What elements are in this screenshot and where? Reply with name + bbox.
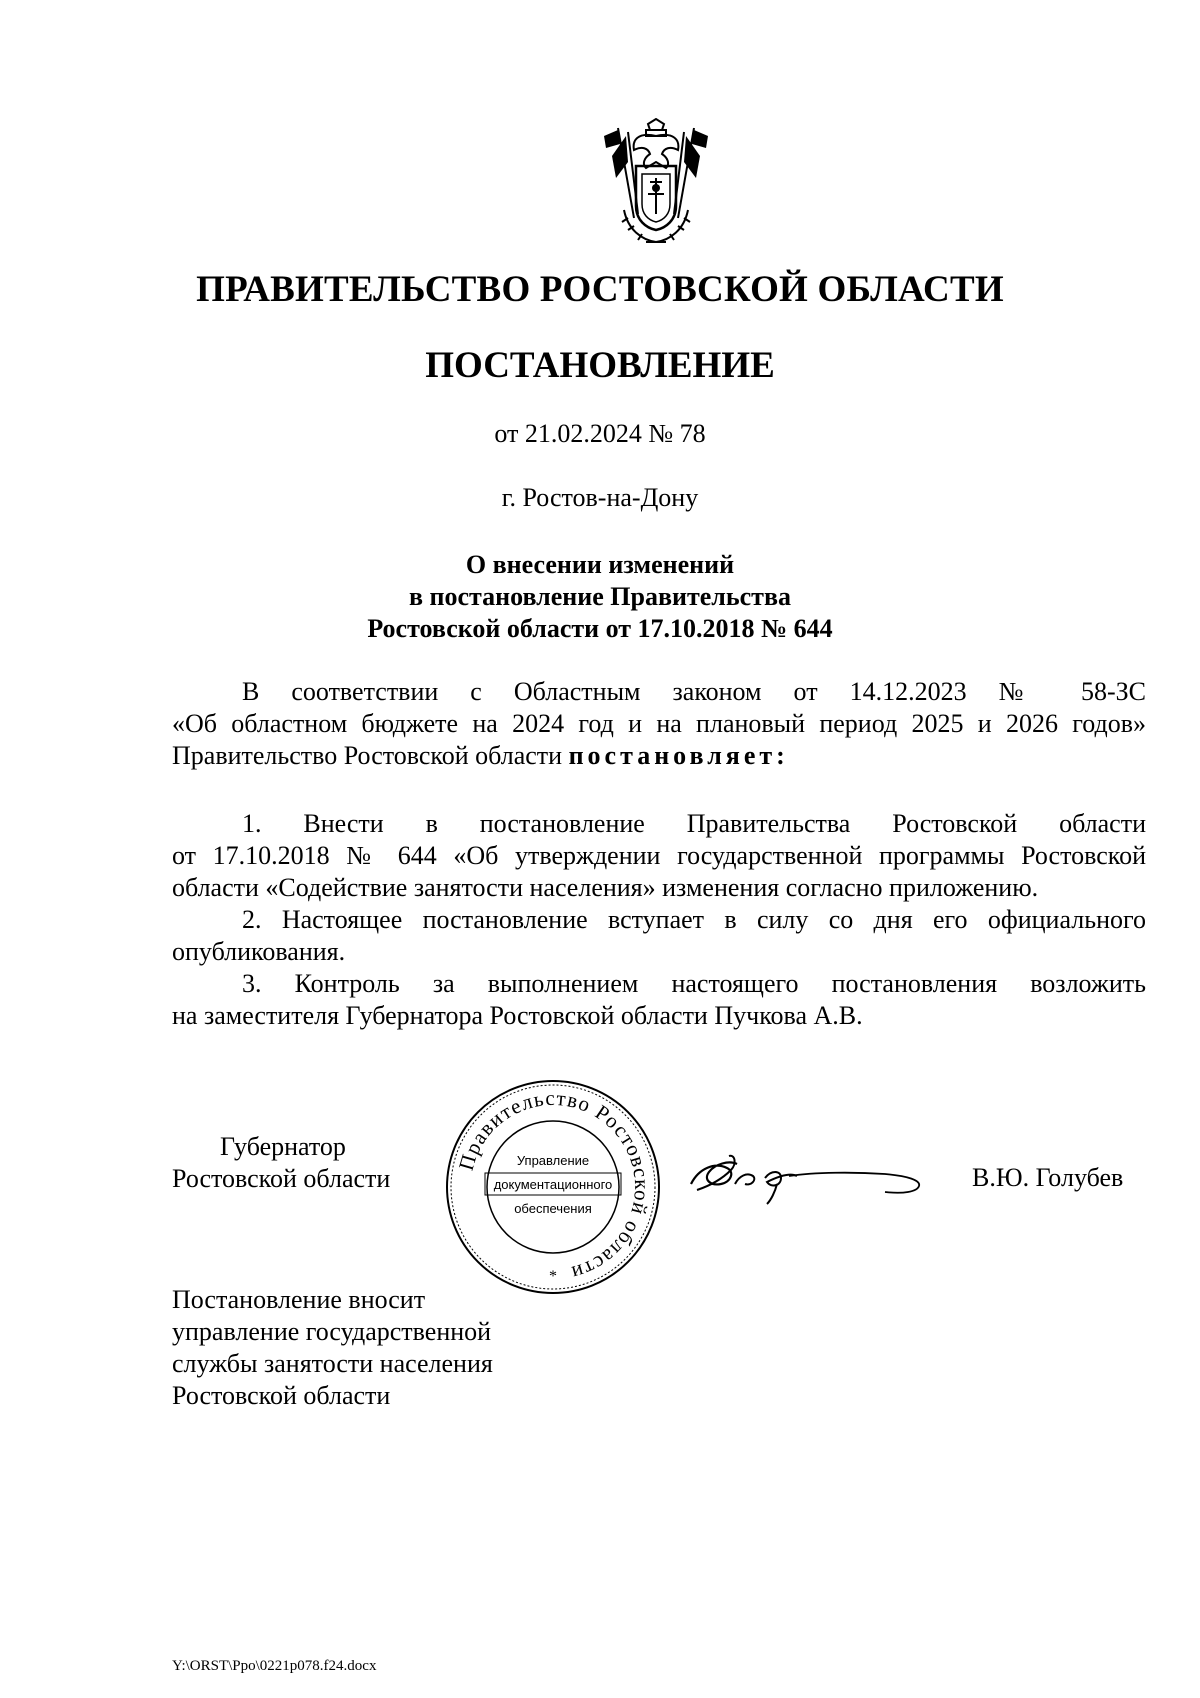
seal-star: * [549, 1268, 557, 1285]
signer-position [172, 1131, 390, 1195]
item-1-line: от 17.10.2018 № 644 «Об утверждении государственной программы Ростовской [172, 841, 1146, 870]
document-type-title: ПОСТАНОВЛЕНИЕ [425, 345, 775, 386]
submitted-by-note [172, 1284, 493, 1412]
submitted-by-line: службы занятости населения [172, 1349, 493, 1378]
decree-items [172, 808, 1146, 1032]
submitted-by-line: Постановление вносит [172, 1285, 426, 1314]
rostov-oblast-coat-of-arms-icon [598, 118, 714, 246]
preamble-line: «Об областном бюджете на 2024 год и на плановый период 2025 и 2026 годов» [172, 709, 1146, 738]
item-1-line: области «Содействие занятости населения» изменения согласно приложению. [172, 873, 1039, 902]
seal-inner-line: обеспечения [514, 1201, 592, 1216]
preamble-paragraph [172, 676, 1146, 772]
decree-word: постановляет: [568, 741, 789, 770]
footer-file-path: Y:\ORST\Ppo\0221p078.f24.docx [172, 1658, 377, 1674]
subject-line: в постановление Правительства [408, 582, 791, 611]
signer-position-line: Губернатор [220, 1132, 346, 1161]
subject-line: Ростовской области от 17.10.2018 № 644 [367, 614, 833, 643]
handwritten-signature-icon [685, 1140, 935, 1210]
official-round-seal-icon [443, 1077, 663, 1297]
item-1-line: 1. Внести в постановление Правительства Ростовской области [242, 809, 1146, 838]
submitted-by-line: Ростовской области [172, 1381, 391, 1410]
seal-outer-ring-text: Правительство Ростовской области [453, 1085, 655, 1286]
organization-title: ПРАВИТЕЛЬСТВО РОСТОВСКОЙ ОБЛАСТИ [196, 269, 1004, 310]
preamble-prefix: Правительство Ростовской области [172, 741, 563, 770]
document-date-number: от 21.02.2024 № 78 [494, 419, 706, 448]
item-2-line: 2. Настоящее постановление вступает в силу со дня его официального [242, 905, 1146, 934]
document-subject [0, 549, 1200, 645]
item-3-line: 3. Контроль за выполнением настоящего постановления возложить [242, 969, 1146, 998]
item-2-line: опубликования. [172, 937, 346, 966]
seal-inner-line: Управление [516, 1153, 590, 1168]
signer-position-line: Ростовской области [172, 1164, 391, 1193]
submitted-by-line: управление государственной [172, 1317, 492, 1346]
subject-line: О внесении изменений [465, 550, 735, 579]
preamble-line: В соответствии с Областным законом от 14.12.2023 № 58-ЗС [242, 677, 1146, 706]
seal-inner-line: документационного [493, 1177, 613, 1192]
preamble-line [172, 740, 1146, 772]
signer-name: В.Ю. Голубев [972, 1163, 1124, 1192]
document-city: г. Ростов-на-Дону [501, 483, 699, 512]
item-3-line: на заместителя Губернатора Ростовской области Пучкова А.В. [172, 1001, 863, 1030]
